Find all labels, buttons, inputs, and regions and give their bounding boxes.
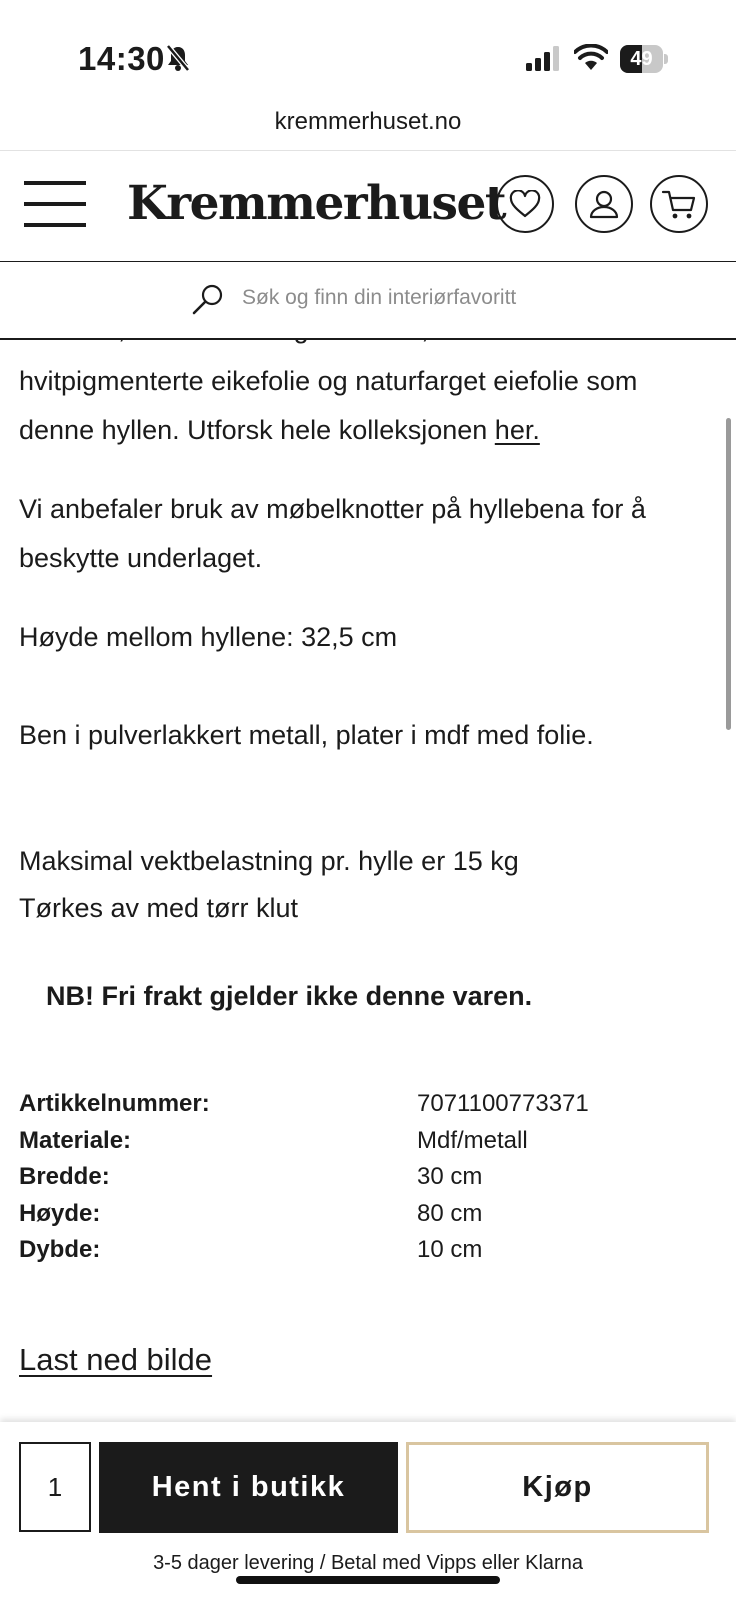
spec-row [19, 1163, 719, 1199]
quantity-input[interactable]: 1 [19, 1442, 91, 1532]
description-line: Vi anbefaler bruk av møbelknotter på hyllebena for å [19, 494, 646, 524]
url-text: kremmerhuset.no [274, 108, 462, 135]
cart-icon[interactable] [650, 175, 708, 233]
collection-link[interactable]: her. [494, 415, 540, 445]
search-bar[interactable] [0, 262, 736, 340]
delivery-info: 3-5 dager levering / Betal med Vipps eller Klarna [153, 1552, 583, 1574]
spec-value: Mdf/metall [417, 1127, 528, 1154]
home-indicator[interactable] [236, 1576, 500, 1584]
description-line: beskytte underlaget. [19, 543, 263, 573]
site-header [0, 150, 736, 263]
heart-icon[interactable] [496, 175, 554, 233]
spec-label: Dybde: [19, 1236, 101, 1263]
battery-level: 49 [630, 48, 653, 70]
description-line: hvitpigmenterte eikefolie og naturfarget eiefolie som [19, 366, 638, 396]
shelf-spacing-text: Høyde mellom hyllene: 32,5 cm [19, 622, 398, 652]
spec-label: Materiale: [19, 1127, 132, 1154]
pickup-in-store-button[interactable]: Hent i butikk [99, 1442, 398, 1533]
care-text: Tørkes av med tørr klut [19, 893, 299, 923]
shipping-notice: NB! Fri frakt gjelder ikke denne varen. [46, 981, 533, 1011]
hamburger-menu-icon[interactable] [24, 181, 86, 231]
bell-muted-icon [166, 44, 190, 72]
spec-label: Bredde: [19, 1163, 110, 1190]
download-image-link[interactable]: Last ned bilde [19, 1342, 213, 1377]
buy-button[interactable]: Kjøp [406, 1442, 709, 1533]
spec-label: Høyde: [19, 1200, 101, 1227]
spec-value: 80 cm [417, 1200, 483, 1227]
spec-row [19, 1200, 719, 1236]
material-text: Ben i pulverlakkert metall, plater i mdf med folie. [19, 720, 594, 750]
spec-label: Artikkelnummer: [19, 1090, 210, 1117]
spec-row [19, 1236, 719, 1272]
user-icon[interactable] [575, 175, 633, 233]
browser-url-bar[interactable] [0, 108, 736, 150]
description-text: denne hyllen. Utforsk hele kolleksjonen [19, 415, 495, 445]
max-load-text: Maksimal vektbelastning pr. hylle er 15 kg [19, 846, 519, 876]
page-scrollbar[interactable] [726, 418, 731, 730]
purchase-bar [0, 1422, 736, 1600]
search-input[interactable]: Søk og finn din interiørfavoritt [242, 286, 517, 309]
spec-value: 10 cm [417, 1236, 483, 1263]
wifi-icon [574, 44, 608, 72]
spec-value: 7071100773371 [417, 1090, 589, 1117]
status-bar [0, 0, 736, 108]
cellular-signal-icon [526, 46, 562, 72]
site-logo[interactable]: Kremmerhuset [127, 176, 506, 231]
description-line [19, 415, 540, 446]
spec-row [19, 1090, 719, 1126]
spec-row [19, 1127, 719, 1163]
status-time: 14:30 [78, 40, 165, 77]
battery-icon [620, 45, 668, 73]
spec-value: 30 cm [417, 1163, 483, 1190]
magnifier-icon [190, 282, 226, 318]
